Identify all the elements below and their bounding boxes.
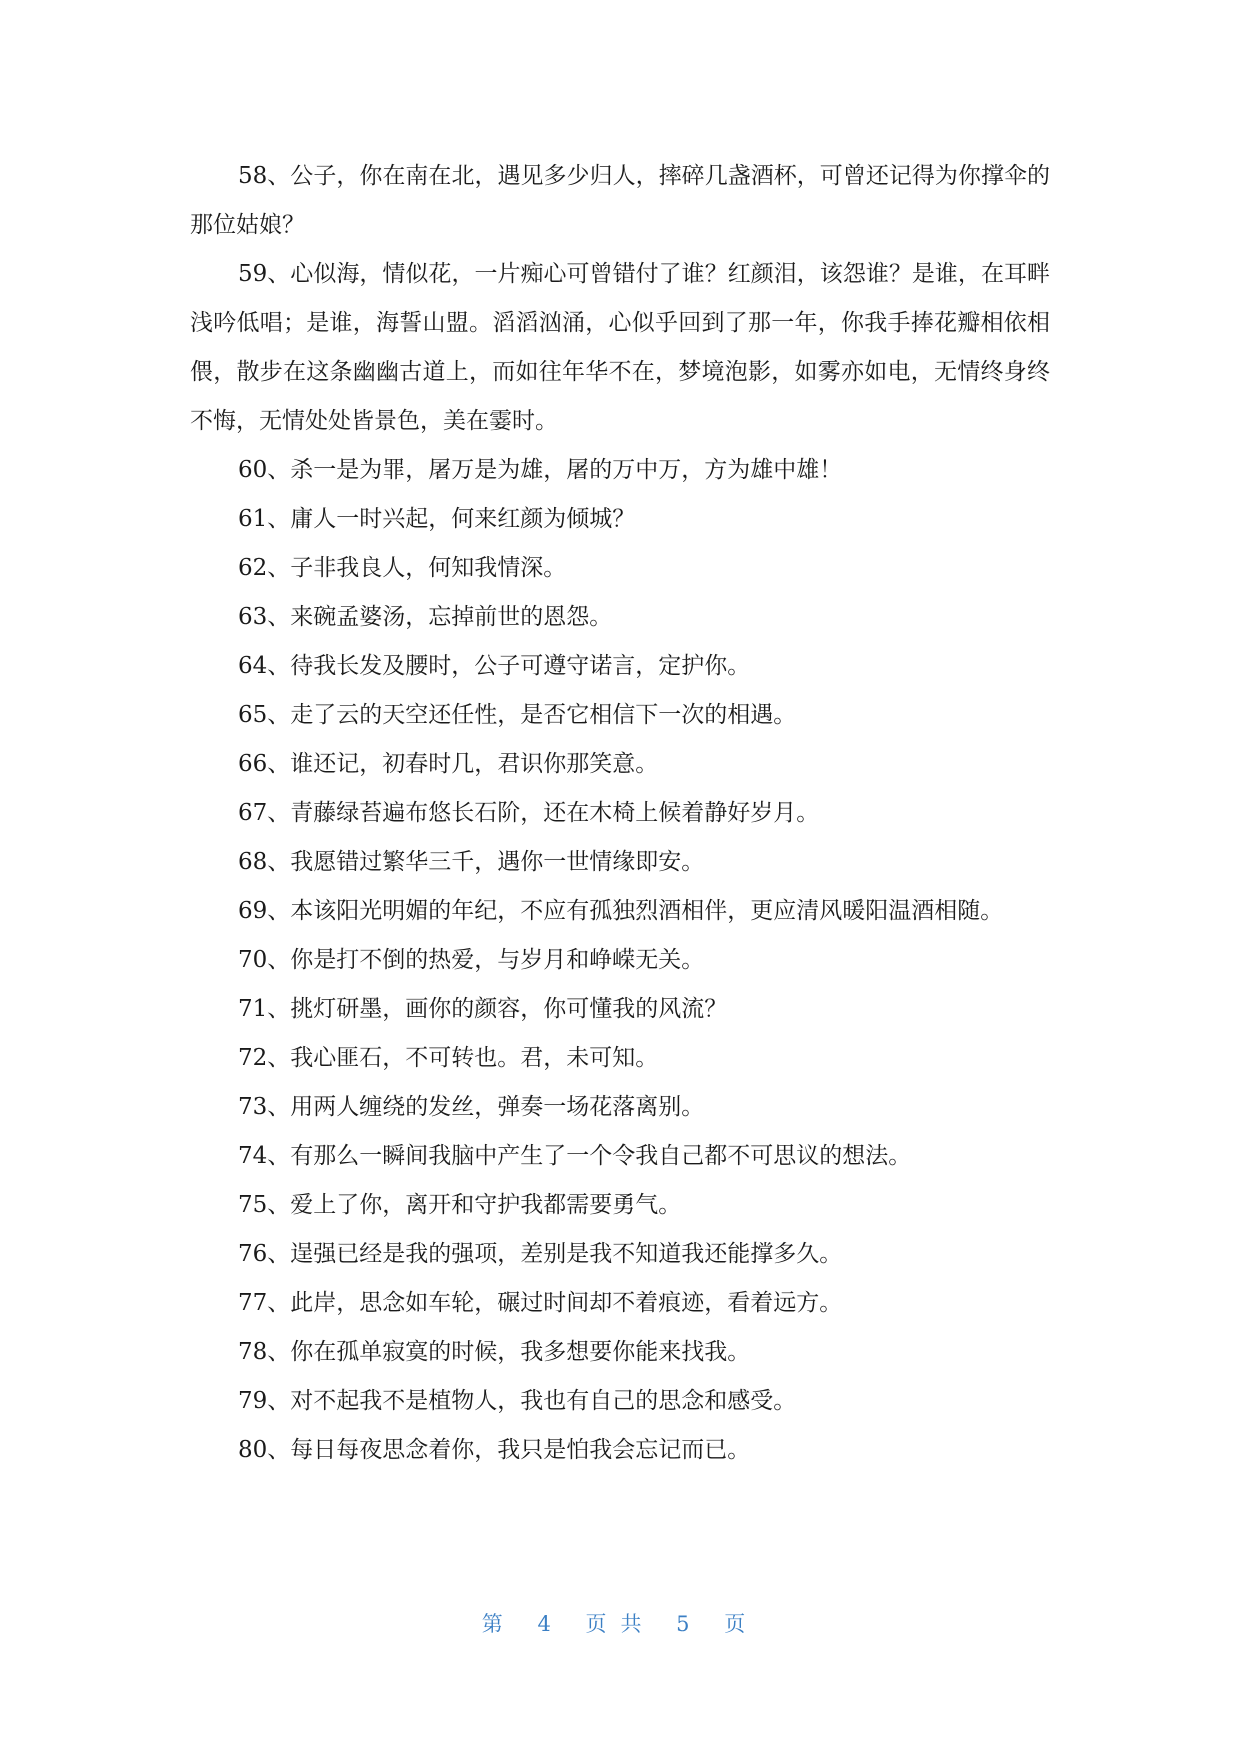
paragraph-58: 58、公子，你在南在北，遇见多少归人，摔碎几盏酒杯，可曾还记得为你撑伞的那位姑娘？ [190, 163, 1050, 238]
paragraph-72: 72、我心匪石，不可转也。君，未可知。 [238, 1045, 659, 1071]
paragraph-59: 59、心似海，情似花，一片痴心可曾错付了谁？红颜泪，该怨谁？是谁，在耳畔浅吟低唱；是谁，海誓山盟。滔滔汹涌，心似乎回到了那一年，你我手捧花瓣相依相偎，散步在这条幽幽古道上，而如往年华不在，梦境泡影，如雾亦如电，无情终身终不悔，无情处处皆景色，美在霎时。 [190, 261, 1050, 434]
paragraph-74: 74、有那么一瞬间我脑中产生了一个令我自己都不可思议的想法。 [238, 1143, 912, 1169]
page-number-footer [0, 1608, 1241, 1638]
paragraph-71: 71、挑灯研墨，画你的颜容，你可懂我的风流？ [238, 996, 728, 1022]
paragraph-66: 66、谁还记，初春时几，君识你那笑意。 [238, 751, 659, 777]
paragraph-80: 80、每日每夜思念着你，我只是怕我会忘记而已。 [238, 1437, 751, 1463]
paragraph-78: 78、你在孤单寂寞的时候，我多想要你能来找我。 [238, 1339, 751, 1365]
paragraph-73: 73、用两人缠绕的发丝，弹奏一场花落离别。 [238, 1094, 705, 1120]
paragraph-60: 60、杀一是为罪，屠万是为雄，屠的万中万，方为雄中雄！ [238, 457, 843, 483]
paragraph-68: 68、我愿错过繁华三千，遇你一世情缘即安。 [238, 849, 705, 875]
paragraph-79: 79、对不起我不是植物人，我也有自己的思念和感受。 [238, 1388, 797, 1414]
paragraph-63: 63、来碗孟婆汤，忘掉前世的恩怨。 [238, 604, 613, 630]
paragraph-69: 69、本该阳光明媚的年纪，不应有孤独烈酒相伴，更应清风暖阳温酒相随。 [238, 898, 1004, 924]
paragraph-64: 64、待我长发及腰时，公子可遵守诺言，定护你。 [238, 653, 751, 679]
paragraph-77: 77、此岸，思念如车轮，碾过时间却不着痕迹，看着远方。 [238, 1290, 843, 1316]
document-body [190, 152, 1050, 1475]
paragraph-62: 62、子非我良人，何知我情深。 [238, 555, 567, 581]
paragraph-67: 67、青藤绿苔遍布悠长石阶，还在木椅上候着静好岁月。 [238, 800, 820, 826]
paragraph-75: 75、爱上了你，离开和守护我都需要勇气。 [238, 1192, 682, 1218]
paragraph-70: 70、你是打不倒的热爱，与岁月和峥嵘无关。 [238, 947, 705, 973]
paragraph-76: 76、逞强已经是我的强项，差别是我不知道我还能撑多久。 [238, 1241, 843, 1267]
page-number-text: 第 4 页共 5 页 [481, 1612, 760, 1636]
paragraph-65: 65、走了云的天空还任性，是否它相信下一次的相遇。 [238, 702, 797, 728]
paragraph-61: 61、庸人一时兴起，何来红颜为倾城？ [238, 506, 636, 532]
